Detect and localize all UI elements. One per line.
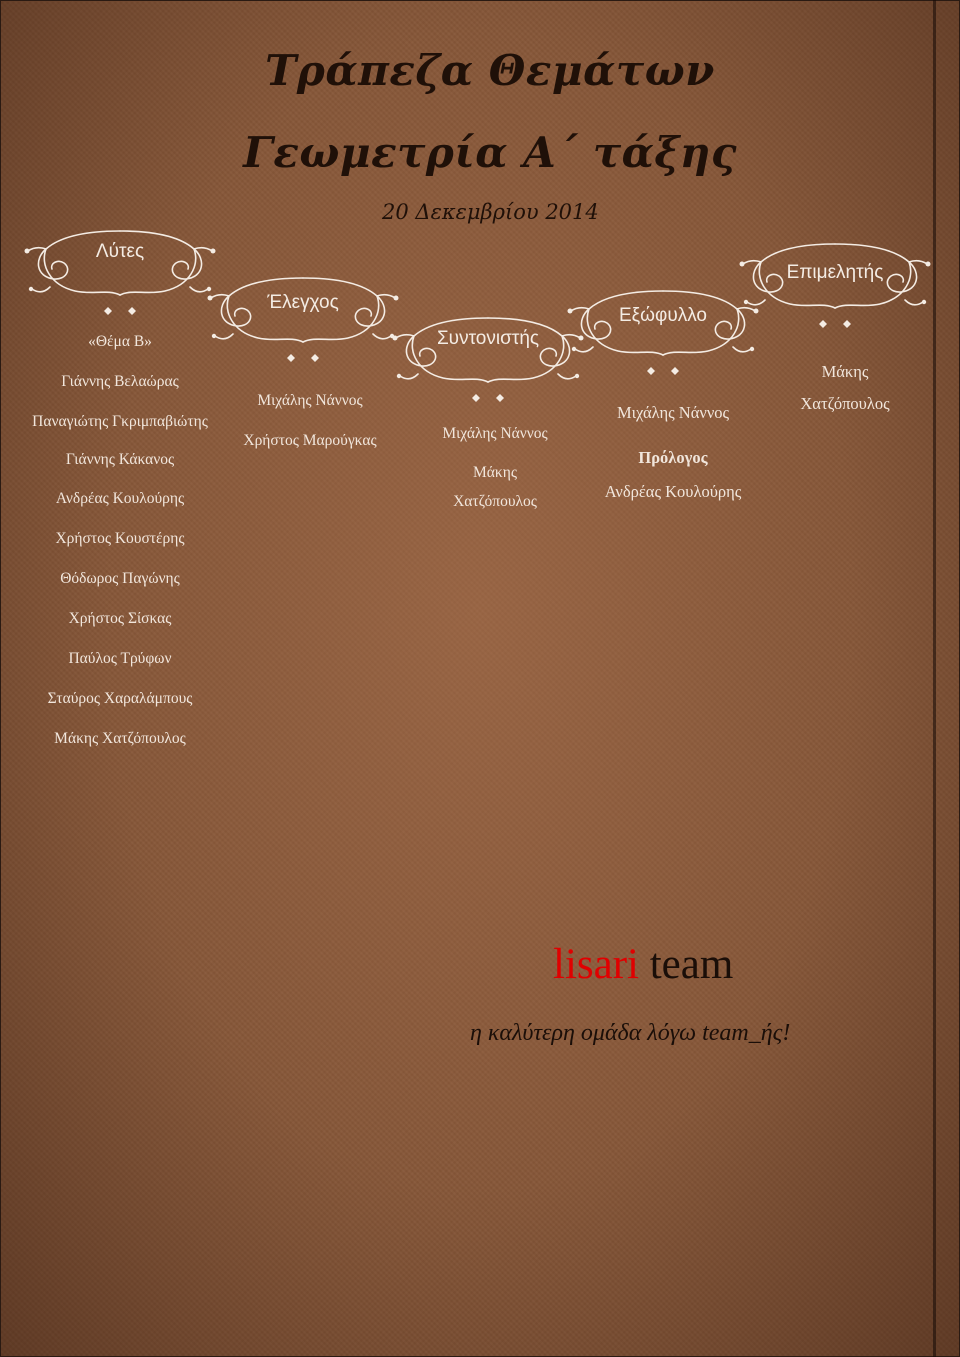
ornament-editor bbox=[735, 238, 935, 333]
solver-name: Ανδρέας Κουλούρης bbox=[55, 490, 185, 507]
document-date: 20 Δεκεμβρίου 2014 bbox=[382, 200, 599, 224]
solver-name: Σταύρος Χαραλάμπους bbox=[47, 690, 193, 707]
coordinator-name: Μάκης bbox=[473, 464, 517, 481]
flourish-ornament-icon bbox=[735, 238, 935, 333]
prologue-label: Πρόλογος bbox=[638, 448, 708, 467]
ornament-label-solvers: Λύτες bbox=[95, 241, 145, 262]
coordinator-name: Μιχάλης Νάννος bbox=[442, 425, 548, 442]
solver-name: Μάκης Χατζόπουλος bbox=[54, 730, 186, 747]
brand-red-word: lisari bbox=[553, 941, 639, 988]
document-subtitle: Γεωμετρία Α΄ τάξης bbox=[243, 128, 737, 177]
solver-name: Θόδωρος Παγώνης bbox=[60, 570, 180, 587]
reviewer-name: Χρήστος Μαρούγκας bbox=[243, 432, 377, 449]
cover-designer-name: Μιχάλης Νάννος bbox=[616, 403, 730, 422]
flourish-ornament-icon bbox=[388, 312, 588, 407]
brand-wordmark bbox=[553, 940, 733, 989]
ornament-label-coordinators: Συντονιστής bbox=[436, 328, 540, 349]
flourish-ornament-icon bbox=[563, 285, 763, 380]
reviewer-name: Μιχάλης Νάννος bbox=[257, 392, 363, 409]
flourish-ornament-icon bbox=[20, 225, 220, 320]
ornament-cover bbox=[563, 285, 763, 380]
solver-name: Παναγιώτης Γκριμπαβιώτης bbox=[32, 413, 208, 430]
ornament-solvers bbox=[20, 225, 220, 320]
ornament-coordinators bbox=[388, 312, 588, 407]
solver-name: Χρήστος Κουστέρης bbox=[55, 530, 185, 547]
coordinator-name: Χατζόπουλος bbox=[453, 493, 537, 510]
prologue-author-name: Ανδρέας Κουλούρης bbox=[604, 482, 742, 501]
editor-name: Μάκης bbox=[821, 362, 869, 381]
ornament-review bbox=[203, 272, 403, 367]
brand-tagline: η καλύτερη ομάδα λόγω team_ής! bbox=[470, 1020, 791, 1046]
ornament-label-review: Έλεγχος bbox=[267, 292, 339, 313]
solver-name: Χρήστος Σίσκας bbox=[68, 610, 172, 627]
flourish-ornament-icon bbox=[203, 272, 403, 367]
document-title: Τράπεζα Θεμάτων bbox=[265, 46, 715, 95]
ornament-label-cover: Εξώφυλλο bbox=[618, 305, 707, 326]
editor-name: Χατζόπουλος bbox=[800, 394, 890, 413]
solver-name: Γιάννης Κάκανος bbox=[65, 451, 175, 468]
right-edge-shadow bbox=[933, 0, 936, 1357]
solver-name: Γιάννης Βελαώρας bbox=[61, 373, 179, 390]
ornament-label-editor: Επιμελητής bbox=[786, 262, 884, 283]
brand-black-word: team bbox=[638, 941, 734, 988]
solvers-topic: «Θέμα Β» bbox=[88, 333, 152, 350]
solver-name: Παύλος Τρύφων bbox=[68, 650, 172, 667]
